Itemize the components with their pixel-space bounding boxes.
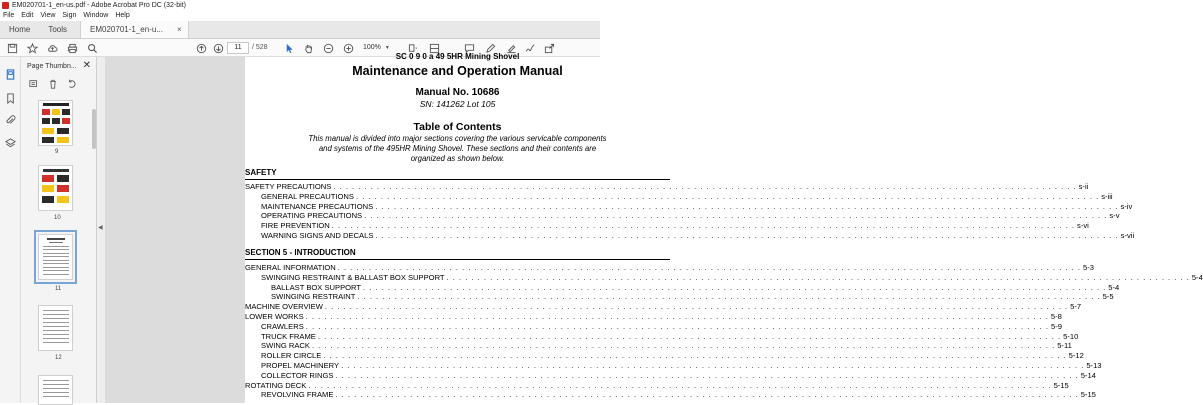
thumb-text-line (43, 388, 69, 389)
menu-window[interactable]: Window (83, 12, 109, 19)
toc-entry-label: COLLECTOR RINGS (261, 370, 334, 380)
document-viewport[interactable] (105, 52, 1203, 403)
thumb-warning-decal (42, 118, 50, 124)
thumbnail-label: 12 (55, 355, 62, 361)
toc-entry[interactable] (261, 331, 1079, 342)
bookmark-star-icon[interactable] (26, 41, 38, 55)
thumb-warning-decal (57, 128, 69, 134)
toc-leader-dots: . . . . . . . . . . . . . . . . . . . . . . . . . . . . . . . . . . . . . . . . . . . . . . . . . . . . . . . . . . . . . . . . . . . . . . . . . . . . . . . . . . . . . . . . . . . . . . . . . . . . . . . . . . . . . . . . . . . . . . . . (308, 380, 1052, 390)
thumb-text-line (49, 242, 63, 243)
toc-entry-label: SWINGING RESTRAINT (271, 292, 356, 302)
thumb-text-line (43, 322, 69, 323)
menu-view[interactable]: View (40, 12, 56, 19)
thumbnails-header (21, 57, 97, 75)
thumb-warning-decal (43, 103, 69, 106)
toc-entry-label: LOWER WORKS (245, 312, 304, 321)
thumb-warning-decal (42, 128, 54, 134)
toc-entry-label: TRUCK FRAME (261, 331, 316, 341)
next-page-icon[interactable] (212, 41, 224, 55)
menu-edit[interactable]: Edit (21, 12, 34, 19)
toc-entry-page: 5-15 (1053, 380, 1069, 390)
toc-entry-label: CRAWLERS (261, 321, 304, 331)
toc-entry-page: 5-14 (1080, 370, 1096, 380)
toc-leader-dots: . . . . . . . . . . . . . . . . . . . . . . . . . . . . . . . . . . . . . . . . . . . . . . . . . . . . . . . . . . . . . . . . . . . . . . . . . . . . . . . . . . . . . . . . . . . . . . . . . . . . . . . . . . . . . . . . . . . . . . . . (355, 191, 1100, 201)
thumb-text-line (43, 314, 69, 315)
toc-entry[interactable] (261, 321, 1062, 332)
thumb-text-line (43, 310, 69, 311)
toc-entry-label: REVOLVING FRAME (261, 390, 334, 400)
toc-entry[interactable] (261, 272, 1203, 283)
thumb-text-line (47, 238, 65, 240)
toc-entry-label: BALLAST BOX SUPPORT (271, 282, 362, 292)
section-heading: SECTION 5 - INTRODUCTION (245, 248, 356, 257)
thumb-warning-decal (57, 196, 69, 203)
toc-entry-page: 5-12 (1068, 351, 1084, 361)
upload-cloud-icon[interactable] (46, 41, 58, 55)
thumb-text-line (43, 263, 69, 264)
thumb-warning-decal (43, 169, 69, 172)
thumb-warning-decal (42, 109, 50, 115)
toc-leader-dots: . . . . . . . . . . . . . . . . . . . . . . . . . . . . . . . . . . . . . . . . . . . . . . . . . . . . . . . . . . . . . . . . . . . . . . . . . . . . . . . . . . . . . . . . . . . . . . . . . . . . . . . . . . . . . . . . . . . . . . . . (323, 351, 1067, 361)
toc-entry-page: s-vii (1120, 231, 1135, 240)
menu-sign[interactable]: Sign (62, 12, 77, 19)
thumb-text-line (43, 270, 69, 271)
toc-entry-label: FIRE PREVENTION (261, 221, 330, 231)
toc-entry[interactable] (261, 221, 1089, 231)
toc-entry[interactable] (261, 390, 1096, 400)
toc-entry-page: 5-10 (1063, 331, 1079, 341)
toc-leader-dots: . . . . . . . . . . . . . . . . . . . . . . . . . . . . . . . . . . . . . . . . . . . . . . . . . . . . . . . . . . . . . . . . . . . . . . . . . . . . . . . . . . . . . . . . . . . . . . . . . . . . . . . . . . . . . . . . . . . . . . . . (333, 182, 1077, 191)
thumb-text-line (43, 396, 69, 397)
thumbnails-toolbar (21, 77, 97, 93)
toc-entry-page: 5-4 (1191, 272, 1203, 282)
print-icon[interactable] (66, 41, 78, 55)
page-number-input[interactable]: 11 (227, 42, 249, 54)
toc-entry[interactable] (245, 380, 1069, 391)
thumb-text-line (43, 326, 69, 327)
thumbnails-scrollbar[interactable] (92, 109, 96, 149)
toc-entry[interactable] (261, 201, 1133, 212)
page-thumbnail[interactable] (38, 100, 73, 146)
save-icon[interactable] (6, 41, 18, 55)
close-panel-icon[interactable]: ✕ (82, 60, 91, 71)
rotate-page-icon[interactable] (67, 76, 77, 94)
toc-entry-label: SAFETY PRECAUTIONS (245, 182, 332, 191)
intro-line: This manual is divided into major sections covering the various servicable components (308, 134, 607, 143)
thumb-warning-decal (62, 118, 70, 124)
thumb-text-line (43, 274, 69, 275)
toc-entry[interactable] (271, 292, 1114, 302)
toc-entry-label: ROTATING DECK (245, 380, 307, 390)
search-icon[interactable] (86, 41, 98, 55)
page-thumbnail-current[interactable] (38, 234, 73, 280)
window-title: EM020701-1_en-us.pdf - Adobe Acrobat Pro DC (32-bit) (12, 1, 186, 9)
thumb-warning-decal (57, 185, 69, 192)
thumb-text-line (43, 384, 69, 385)
thumbnail-label: 11 (55, 286, 62, 292)
toc-entry-label: WARNING SIGNS AND DECALS (261, 231, 374, 240)
toc-entry-page: 5-7 (1070, 302, 1082, 312)
toc-entry[interactable] (261, 370, 1096, 381)
page-header-cut: SC 0 9 0 a 49 5HR Mining Shovel (395, 52, 520, 61)
thumb-warning-decal (62, 109, 70, 115)
toc-entry[interactable] (261, 191, 1113, 202)
toc-leader-dots: . . . . . . . . . . . . . . . . . . . . . . . . . . . . . . . . . . . . . . . . . . . . . . . . . . . . . . . . . . . . . . . . . . . . . . . . . . . . . . . . . . . . . . . . . . . . . . . . . . . . . . . . . . . . . . . . . . . . . . . . (375, 201, 1119, 211)
toc-entry-page: 5-5 (1102, 292, 1114, 302)
toc-entry-label: GENERAL INFORMATION (245, 263, 336, 272)
thumb-warning-decal (52, 109, 60, 115)
toc-entry[interactable] (261, 231, 1135, 241)
toc-leader-dots: . . . . . . . . . . . . . . . . . . . . . . . . . . . . . . . . . . . . . . . . . . . . . . . . . . . . . . . . . . . . . . . . . . . . . . . . . . . . . . . . . . . . . . . . . . . . . . . . . . . . . . . . . . . . . . . . . . . . . . . . (341, 361, 1085, 370)
bookmarks-icon[interactable] (5, 91, 16, 102)
toc-leader-dots: . . . . . . . . . . . . . . . . . . . . . . . . . . . . . . . . . . . . . . . . . . . . . . . . . . . . . . . . . . . . . . . . . . . . . . . . . . . . . . . . . . . . . . . . . . . . . . . . . . . . . . . . . . . . . . . . . . . . . . . . (357, 292, 1101, 302)
toc-entry[interactable] (261, 341, 1072, 351)
toc-entry-page: s-iii (1101, 191, 1113, 201)
chevron-down-icon: ▼ (384, 45, 390, 51)
layers-icon[interactable] (5, 136, 16, 147)
thumb-warning-decal (42, 196, 54, 203)
section-heading: SAFETY (245, 168, 277, 177)
toc-leader-dots: . . . . . . . . . . . . . . . . . . . . . . . . . . . . . . . . . . . . . . . . . . . . . . . . . . . . . . . . . . . . . . . . . . . . . . . . . . . . . . . . . . . . . . . . . . . . . . . . . . . . . . . . . . . . . . . . . . . . . . . . (375, 231, 1119, 240)
toc-entry-page: s-v (1109, 211, 1120, 221)
title-bar (0, 0, 600, 10)
page-thumbnail[interactable] (38, 305, 73, 351)
toc-entry-label: SWINGING RESTRAINT & BALLAST BOX SUPPORT (261, 272, 445, 282)
thumb-text-line (43, 256, 69, 257)
close-tab-icon[interactable]: × (176, 25, 182, 34)
thumbnail-label: 9 (55, 149, 59, 155)
toc-entry-label: MACHINE OVERVIEW (245, 302, 323, 312)
page-thumbnail[interactable] (38, 375, 73, 405)
toc-leader-dots: . . . . . . . . . . . . . . . . . . . . . . . . . . . . . . . . . . . . . . . . . . . . . . . . . . . . . . . . . . . . . . . . . . . . . . . . . . . . . . . . . . . . . . . . . . . . . . . . . . . . . . . . . . . . . . . . . . . . . . . . (311, 341, 1056, 351)
toc-entry-page: 5-8 (1050, 312, 1062, 321)
toc-entry-label: OPERATING PRECAUTIONS (261, 211, 363, 221)
page-thumbnails-icon[interactable] (5, 67, 16, 78)
thumb-warning-decal (42, 137, 54, 143)
toc-entry[interactable] (245, 182, 1089, 192)
toc-heading: Table of Contents (413, 121, 502, 133)
toc-entry-page: 5-3 (1082, 263, 1094, 272)
document-title: Maintenance and Operation Manual (352, 64, 563, 78)
thumb-text-line (43, 318, 69, 319)
toc-leader-dots: . . . . . . . . . . . . . . . . . . . . . . . . . . . . . . . . . . . . . . . . . . . . . . . . . . . . . . . . . . . . . . . . . . . . . . . . . . . . . . . . . . . . . . . . . . . . . . . . . . . . . . . . . . . . . . . . . . . . . . . . (364, 211, 1108, 221)
toc-entry[interactable] (245, 312, 1062, 322)
toc-leader-dots: . . . . . . . . . . . . . . . . . . . . . . . . . . . . . . . . . . . . . . . . . . . . . . . . . . . . . . . . . . . . . . . . . . . . . . . . . . . . . . . . . . . . . . . . . . . . . . . . . . . . . . . . . . . . . . . . . . . . . . . . (335, 390, 1079, 400)
toc-entry[interactable] (245, 263, 1094, 273)
thumb-text-line (43, 253, 69, 254)
thumb-text-line (43, 246, 69, 247)
toc-entry[interactable] (245, 302, 1082, 312)
thumb-warning-decal (57, 137, 69, 143)
toc-entry-label: GENERAL PRECAUTIONS (261, 191, 354, 201)
thumb-text-line (43, 249, 69, 250)
tab-tools[interactable]: Tools (48, 25, 68, 34)
toc-entry-page: 5-15 (1080, 390, 1096, 400)
menu-bar (0, 10, 600, 21)
previous-page-icon[interactable] (195, 41, 207, 55)
manual-number: Manual No. 10686 (415, 87, 500, 98)
collapse-panel-icon[interactable]: ◀ (98, 225, 103, 231)
thumbnails-title: Page Thumbn... (27, 62, 77, 70)
toc-leader-dots: . . . . . . . . . . . . . . . . . . . . . . . . . . . . . . . . . . . . . . . . . . . . . . . . . . . . . . . . . . . . . . . . . . . . . . . . . . . . . . . . . . . . . . . . . . . . . . . . . . . . . . . . . . . . . . . . . . . . . . . . (317, 331, 1062, 341)
panel-splitter[interactable] (97, 57, 105, 403)
navigation-rail (0, 57, 21, 403)
intro-line: and systems of the 495HR Mining Shovel. These sections and their contents are (318, 144, 597, 153)
toc-entry-page: 5-11 (1057, 341, 1072, 351)
intro-line: organized as shown below. (410, 154, 505, 163)
thumb-text-line (43, 338, 69, 339)
toc-leader-dots: . . . . . . . . . . . . . . . . . . . . . . . . . . . . . . . . . . . . . . . . . . . . . . . . . . . . . . . . . . . . . . . . . . . . . . . . . . . . . . . . . . . . . . . . . . . . . . . . . . . . . . . . . . . . . . . . . . . . . . . . (363, 282, 1107, 292)
toc-leader-dots: . . . . . . . . . . . . . . . . . . . . . . . . . . . . . . . . . . . . . . . . . . . . . . . . . . . . . . . . . . . . . . . . . . . . . . . . . . . . . . . . . . . . . . . . . . . . . . . . . . . . . . . . . . . . . . . . . . . . . . . . (305, 312, 1049, 321)
toc-entry-label: PROPEL MACHINERY (261, 361, 340, 370)
toc-entry-page: 5-13 (1086, 361, 1102, 370)
pdf-page (245, 52, 1203, 403)
attachments-icon[interactable] (5, 113, 16, 124)
thumb-text-line (43, 267, 69, 268)
menu-help[interactable]: Help (115, 12, 130, 19)
thumbnail-label: 10 (54, 215, 61, 221)
toc-entry-page: 5-4 (1108, 282, 1120, 292)
toc-leader-dots: . . . . . . . . . . . . . . . . . . . . . . . . . . . . . . . . . . . . . . . . . . . . . . . . . . . . . . . . . . . . . . . . . . . . . . . . . . . . . . . . . . . . . . . . . . . . . . . . . . . . . . . . . . . . . . . . . . . . . . . . (331, 221, 1076, 231)
toc-entry-page: 5-9 (1051, 321, 1062, 331)
thumbnail-options-icon[interactable] (29, 76, 39, 94)
page-thumbnails-panel (21, 57, 97, 403)
toc-entry[interactable] (271, 282, 1120, 293)
toc-entry-label: SWING RACK (261, 341, 310, 351)
toc-leader-dots: . . . . . . . . . . . . . . . . . . . . . . . . . . . . . . . . . . . . . . . . . . . . . . . . . . . . . . . . . . . . . . . . . . . . . . . . . . . . . . . . . . . . . . . . . . . . . . . . . . . . . . . . . . . . . . . . . . . . . . . . (324, 302, 1069, 312)
acrobat-logo-icon (2, 2, 9, 9)
tab-document[interactable] (80, 21, 189, 38)
section-rule (245, 179, 670, 180)
page-total: / 528 (252, 44, 268, 51)
thumb-text-line (43, 380, 69, 381)
thumb-text-line (43, 260, 69, 261)
zoom-level-value: 100% (363, 44, 381, 51)
thumb-text-line (43, 342, 69, 343)
toc-entry[interactable] (261, 361, 1102, 371)
toc-entry[interactable] (261, 211, 1120, 221)
thumb-text-line (43, 392, 69, 393)
thumb-warning-decal (52, 118, 60, 124)
page-thumbnail[interactable] (38, 165, 73, 211)
toc-leader-dots: . . . . . . . . . . . . . . . . . . . . . . . . . . . . . . . . . . . . . . . . . . . . . . . . . . . . . . . . . . . . . . . . . . . . . . . . . . . . . . . . . . . . . . . . . . . . . . . . . . . . . . . . . . . . . . . . . . . . . . . . (335, 370, 1079, 380)
thumb-warning-decal (57, 175, 69, 182)
toc-entry-page: s-ii (1078, 182, 1089, 191)
thumb-text-line (43, 330, 69, 331)
tab-document-label: EM020701-1_en-u... (90, 25, 163, 34)
thumb-warning-decal (42, 185, 54, 192)
toc-leader-dots: . . . . . . . . . . . . . . . . . . . . . . . . . . . . . . . . . . . . . . . . . . . . . . . . . . . . . . . . . . . . . . . . . . . . . . . . . . . . . . . . . . . . . . . . . . . . . . . . . . . . . . . . . . . . . . . . . . . . . . . . (337, 263, 1081, 272)
toc-entry[interactable] (261, 351, 1084, 361)
delete-page-icon[interactable] (48, 76, 58, 94)
thumb-warning-decal (42, 175, 54, 182)
toc-entry-label: MAINTENANCE PRECAUTIONS (261, 201, 374, 211)
menu-file[interactable]: File (3, 12, 15, 19)
toc-leader-dots: . . . . . . . . . . . . . . . . . . . . . . . . . . . . . . . . . . . . . . . . . . . . . . . . . . . . . . . . . . . . . . . . . . . . . . . . . . . . . . . . . . . . . . . . . . . . . . . . . . . . . . . . . . . . . . . . . . . . . . . . (446, 272, 1190, 282)
section-rule (245, 259, 670, 260)
toc-entry-page: s-vi (1077, 221, 1089, 231)
thumb-text-line (43, 334, 69, 335)
toc-entry-label: ROLLER CIRCLE (261, 351, 322, 361)
toc-leader-dots: . . . . . . . . . . . . . . . . . . . . . . . . . . . . . . . . . . . . . . . . . . . . . . . . . . . . . . . . . . . . . . . . . . . . . . . . . . . . . . . . . . . . . . . . . . . . . . . . . . . . . . . . . . . . . . . . . . . . . . . . (305, 321, 1050, 331)
toc-entry-page: s-iv (1120, 201, 1133, 211)
tab-bar (0, 21, 600, 39)
tab-home[interactable]: Home (9, 25, 31, 34)
serial-number: SN: 141262 Lot 105 (419, 99, 496, 109)
